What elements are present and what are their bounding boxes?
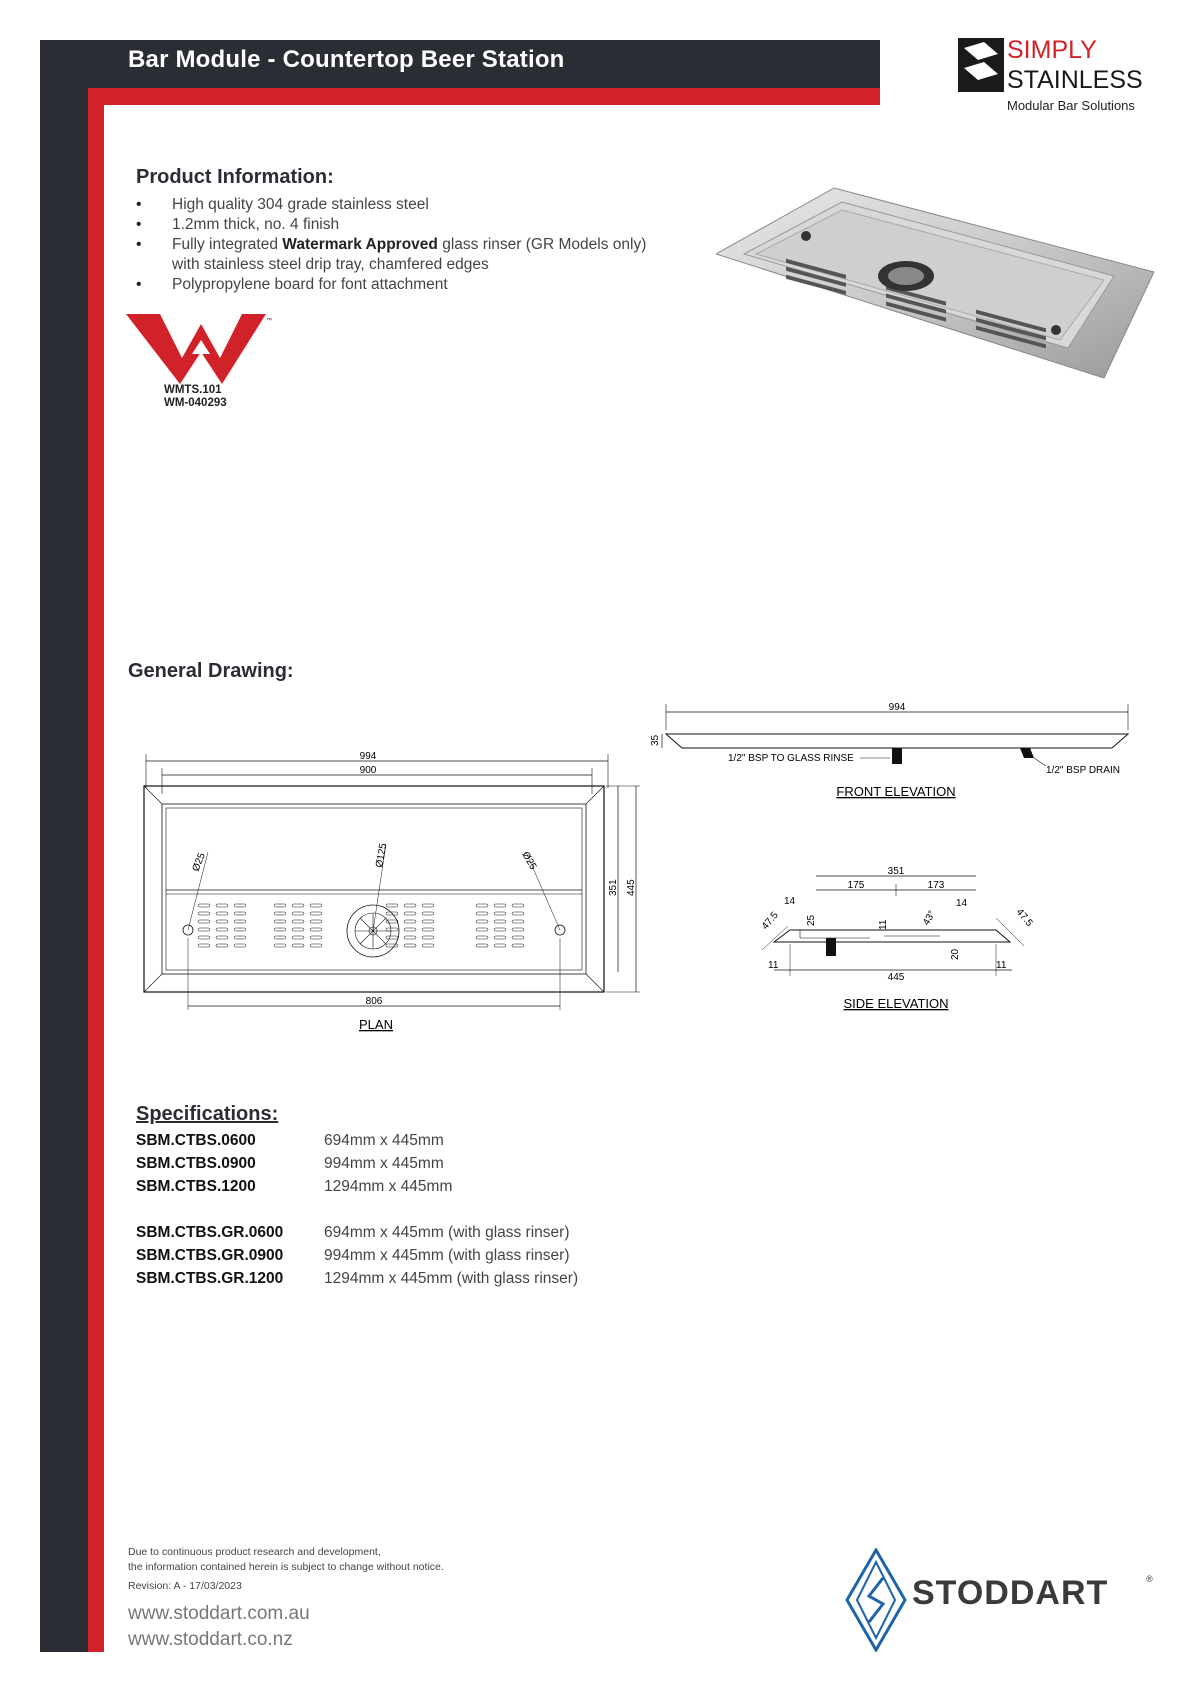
brand-tagline: Modular Bar Solutions — [1007, 98, 1135, 113]
svg-text:47.5: 47.5 — [760, 909, 781, 932]
spec-size: 994mm x 445mm — [324, 1155, 444, 1172]
svg-text:Ø25: Ø25 — [519, 850, 539, 872]
spec-size: 694mm x 445mm (with glass rinser) — [324, 1224, 570, 1241]
revision-text: Revision: A - 17/03/2023 — [128, 1580, 242, 1592]
brand-name-stainless: STAINLESS — [1007, 66, 1143, 94]
watermark-code: WMTS.101 — [164, 384, 222, 396]
spec-size: 694mm x 445mm — [324, 1132, 444, 1149]
page-title: Bar Module - Countertop Beer Station — [128, 46, 565, 73]
brand-name-simply: SIMPLY — [1007, 36, 1097, 64]
svg-text:14: 14 — [956, 898, 968, 909]
spec-code: SBM.CTBS.GR.1200 — [136, 1270, 284, 1287]
svg-text:Ø125: Ø125 — [374, 842, 390, 869]
list-item: • 1.2mm thick, no. 4 finish — [136, 215, 646, 235]
list-item: • High quality 304 grade stainless steel — [136, 195, 646, 215]
svg-text:806: 806 — [365, 996, 383, 1007]
svg-text:20: 20 — [950, 948, 961, 960]
left-dark-bar — [40, 40, 88, 1652]
header-red-bar — [88, 88, 880, 105]
svg-text:11: 11 — [768, 960, 779, 971]
disclaimer-line: Due to continuous product research and development, — [128, 1546, 381, 1558]
website-link-nz[interactable]: www.stoddart.co.nz — [128, 1629, 293, 1650]
svg-text:47.5: 47.5 — [1013, 906, 1035, 929]
specifications-heading: Specifications: — [136, 1103, 279, 1125]
svg-text:175: 175 — [847, 880, 865, 891]
registered-mark: ® — [1146, 1574, 1153, 1584]
watermark-logo-icon — [126, 312, 276, 384]
simply-stainless-logo-icon — [958, 38, 1004, 92]
front-elevation-drawing — [638, 700, 1138, 800]
svg-text:25: 25 — [806, 914, 817, 926]
spec-code: SBM.CTBS.0600 — [136, 1132, 256, 1149]
spec-code: SBM.CTBS.1200 — [136, 1178, 256, 1195]
spec-size: 1294mm x 445mm (with glass rinser) — [324, 1270, 579, 1287]
product-info-list — [136, 195, 646, 295]
svg-text:351: 351 — [608, 879, 619, 896]
svg-text:351: 351 — [887, 866, 905, 877]
svg-text:SIDE ELEVATION: SIDE ELEVATION — [843, 996, 949, 1011]
stoddart-wordmark: STODDART — [912, 1574, 1109, 1612]
spec-code: SBM.CTBS.0900 — [136, 1155, 256, 1172]
svg-text:445: 445 — [626, 879, 637, 896]
website-link-au[interactable]: www.stoddart.com.au — [128, 1603, 310, 1624]
left-red-bar — [88, 88, 104, 1652]
svg-text:35: 35 — [650, 734, 661, 746]
svg-text:1/2" BSP DRAIN: 1/2" BSP DRAIN — [1046, 765, 1120, 776]
svg-text:11: 11 — [878, 919, 889, 930]
svg-text:445: 445 — [887, 972, 905, 983]
svg-text:900: 900 — [359, 765, 377, 776]
list-item: • Fully integrated Watermark Approved glass rinser (GR Models only) with stainless steel drip tray, chamfered edges — [136, 235, 646, 275]
product-photo — [716, 180, 1156, 380]
spec-size: 994mm x 445mm (with glass rinser) — [324, 1247, 570, 1264]
spec-code: SBM.CTBS.GR.0600 — [136, 1224, 284, 1241]
svg-text:14: 14 — [784, 896, 796, 907]
list-item: • Polypropylene board for font attachment — [136, 275, 646, 295]
svg-text:PLAN: PLAN — [359, 1017, 393, 1032]
svg-text:994: 994 — [888, 702, 906, 713]
watermark-licence: WM-040293 — [164, 397, 227, 409]
general-drawing-heading: General Drawing: — [128, 660, 294, 682]
svg-text:11: 11 — [996, 960, 1007, 971]
product-info-heading: Product Information: — [136, 166, 334, 188]
svg-text:43°: 43° — [921, 908, 939, 928]
plan-drawing — [136, 748, 656, 1038]
svg-text:994: 994 — [359, 751, 377, 762]
side-elevation-drawing — [760, 866, 1050, 1016]
svg-text:1/2" BSP TO GLASS RINSE: 1/2" BSP TO GLASS RINSE — [728, 753, 854, 764]
svg-text:Ø25: Ø25 — [190, 851, 208, 874]
svg-text:FRONT ELEVATION: FRONT ELEVATION — [836, 784, 956, 799]
svg-text:™: ™ — [266, 318, 272, 324]
disclaimer-line: the information contained herein is subject to change without notice. — [128, 1561, 444, 1573]
svg-text:173: 173 — [927, 880, 945, 891]
spec-code: SBM.CTBS.GR.0900 — [136, 1247, 284, 1264]
stoddart-logo-icon — [845, 1548, 907, 1652]
spec-size: 1294mm x 445mm — [324, 1178, 453, 1195]
